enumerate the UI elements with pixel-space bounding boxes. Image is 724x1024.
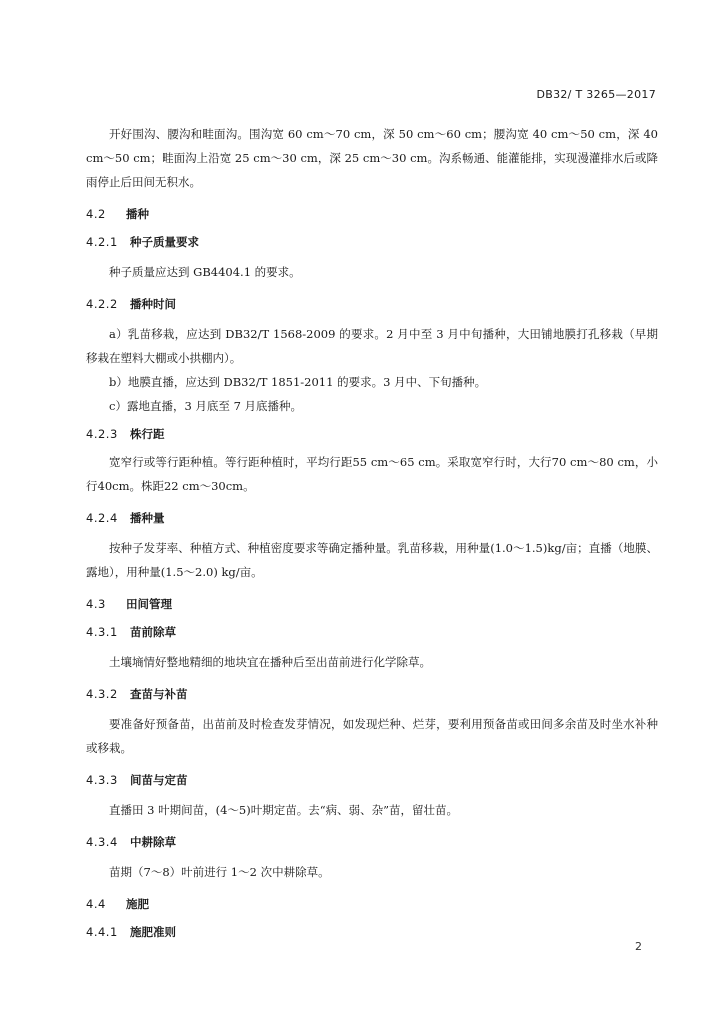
section-number: 4.2: [86, 207, 106, 221]
section-heading-4-2-4: [86, 506, 658, 530]
section-number: 4.3.4: [86, 835, 118, 849]
section-heading-4-2-3: [86, 422, 658, 446]
section-number: 4.4: [86, 897, 106, 911]
section-title: 播种量: [130, 511, 165, 525]
page-number: 2: [635, 940, 642, 953]
section-title: 株行距: [130, 427, 165, 441]
section-title: 种子质量要求: [130, 235, 199, 249]
section-title: 中耕除草: [130, 835, 176, 849]
paragraph-seed-quality: 种子质量应达到 GB4404.1 的要求。: [109, 265, 301, 279]
paragraph-thinning: 直播田 3 叶期间苗，(4～5)叶期定苗。去“病、弱、杂”苗，留壮苗。: [109, 803, 458, 817]
section-heading-4-2-2: [86, 292, 658, 316]
section-number: 4.2.4: [86, 511, 118, 525]
section-title: 施肥准则: [130, 925, 176, 939]
section-heading-4-4-1: [86, 920, 658, 944]
section-number: 4.2.3: [86, 427, 118, 441]
paragraph-preemergence-weeding: 土壤墒情好整地精细的地块宜在播种后至出苗前进行化学除草。: [109, 655, 431, 669]
document-body: [86, 122, 658, 944]
section-title: 播种: [126, 207, 149, 221]
paragraph-sowing-a: a）乳苗移栽，应达到 DB32/T 1568-2009 的要求。2 月中至 3 月中旬播种，大田铺地膜打孔移栽（早期移栽在塑料大棚或小拱棚内）。: [86, 327, 658, 365]
section-number: 4.4.1: [86, 925, 118, 939]
paragraph-replanting: 要准备好预备苗，出苗前及时检查发芽情况，如发现烂种、烂芽，要利用预备苗或田间多余苗及时坐水补种或移栽。: [86, 717, 658, 755]
paragraph-spacing: 宽窄行或等行距种植。等行距种植时，平均行距55 cm～65 cm。采取宽窄行时，大行70 cm～80 cm，小行40cm。株距22 cm～30cm。: [86, 455, 658, 493]
section-heading-4-3-4: [86, 830, 658, 854]
section-heading-4-2: [86, 202, 658, 226]
section-heading-4-2-1: [86, 230, 658, 254]
section-number: 4.3.2: [86, 687, 118, 701]
section-heading-4-3-3: [86, 768, 658, 792]
section-title: 查苗与补苗: [130, 687, 188, 701]
section-title: 苗前除草: [130, 625, 176, 639]
section-heading-4-3-1: [86, 620, 658, 644]
section-title: 田间管理: [126, 597, 172, 611]
section-number: 4.3.1: [86, 625, 118, 639]
section-title: 间苗与定苗: [130, 773, 188, 787]
section-title: 施肥: [126, 897, 149, 911]
section-number: 4.3.3: [86, 773, 118, 787]
section-number: 4.2.2: [86, 297, 118, 311]
paragraph-sowing-c: c）露地直播，3 月底至 7 月底播种。: [109, 399, 303, 413]
section-number: 4.3: [86, 597, 106, 611]
section-heading-4-3: [86, 592, 658, 616]
paragraph-ditch: 开好围沟、腰沟和畦面沟。围沟宽 60 cm～70 cm，深 50 cm～60 cm；腰沟宽 40 cm～50 cm，深 40 cm～50 cm；畦面沟上沿宽 25 cm～30 cm，深 25 cm～30 cm。沟系畅通、能灌能排，实现漫灌排水后或降雨停止后田间无积水。: [86, 127, 658, 189]
paragraph-sowing-b: b）地膜直播，应达到 DB32/T 1851-2011 的要求。3 月中、下旬播种。: [109, 375, 487, 389]
standard-code: DB32/ T 3265—2017: [536, 88, 656, 101]
paragraph-seed-rate: 按种子发芽率、种植方式、种植密度要求等确定播种量。乳苗移栽，用种量(1.0～1.5)kg/亩；直播（地膜、露地），用种量(1.5～2.0) kg/亩。: [86, 541, 658, 579]
section-number: 4.2.1: [86, 235, 118, 249]
section-heading-4-4: [86, 892, 658, 916]
paragraph-cultivation: 苗期（7～8）叶前进行 1～2 次中耕除草。: [109, 865, 330, 879]
section-heading-4-3-2: [86, 682, 658, 706]
section-title: 播种时间: [130, 297, 176, 311]
